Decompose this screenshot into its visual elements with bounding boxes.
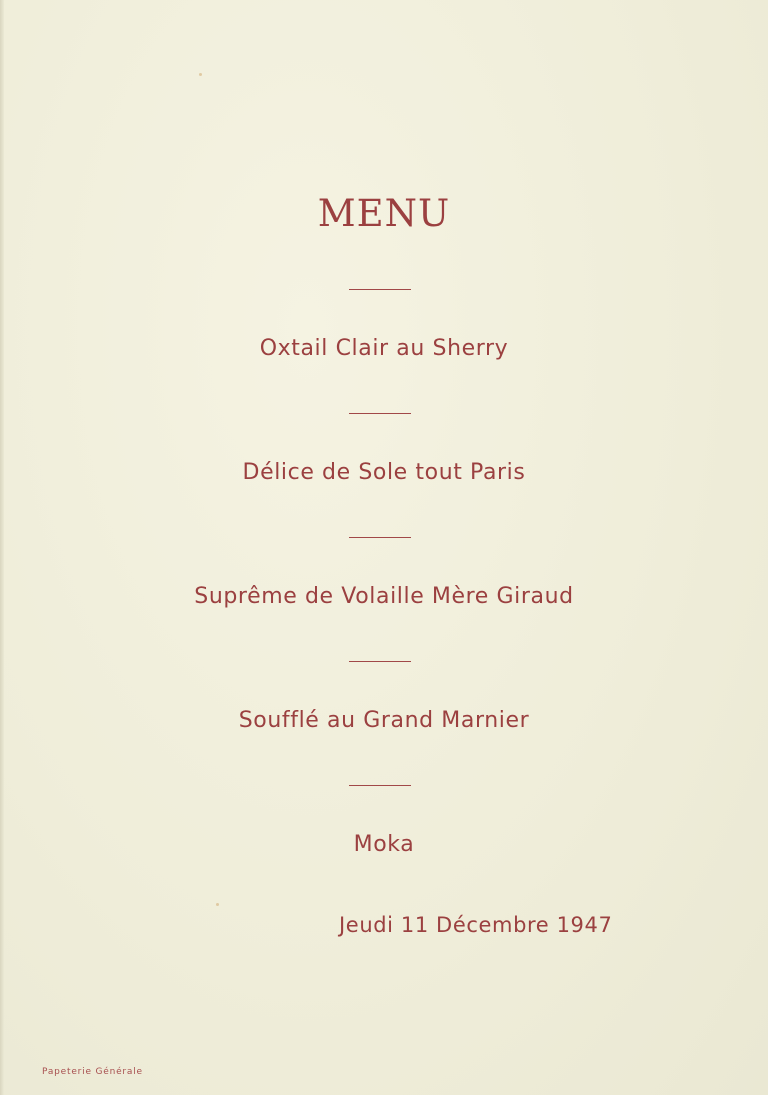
course-dessert: Soufflé au Grand Marnier: [238, 708, 530, 733]
menu-date: Jeudi 11 Décembre 1947: [339, 913, 613, 937]
paper-speck: [216, 903, 219, 906]
menu-title: MENU: [317, 192, 451, 235]
course-fish: Délice de Sole tout Paris: [242, 460, 526, 485]
divider-rule: [349, 289, 411, 290]
printer-imprint: Papeterie Générale: [42, 1067, 143, 1077]
course-main: Suprême de Volaille Mère Giraud: [194, 584, 574, 609]
course-soup: Oxtail Clair au Sherry: [259, 336, 509, 361]
divider-rule: [349, 413, 411, 414]
paper-speck: [199, 73, 202, 76]
divider-rule: [349, 661, 411, 662]
divider-rule: [349, 537, 411, 538]
divider-rule: [349, 785, 411, 786]
paper-edge: [0, 0, 4, 1095]
course-coffee: Moka: [353, 832, 415, 857]
